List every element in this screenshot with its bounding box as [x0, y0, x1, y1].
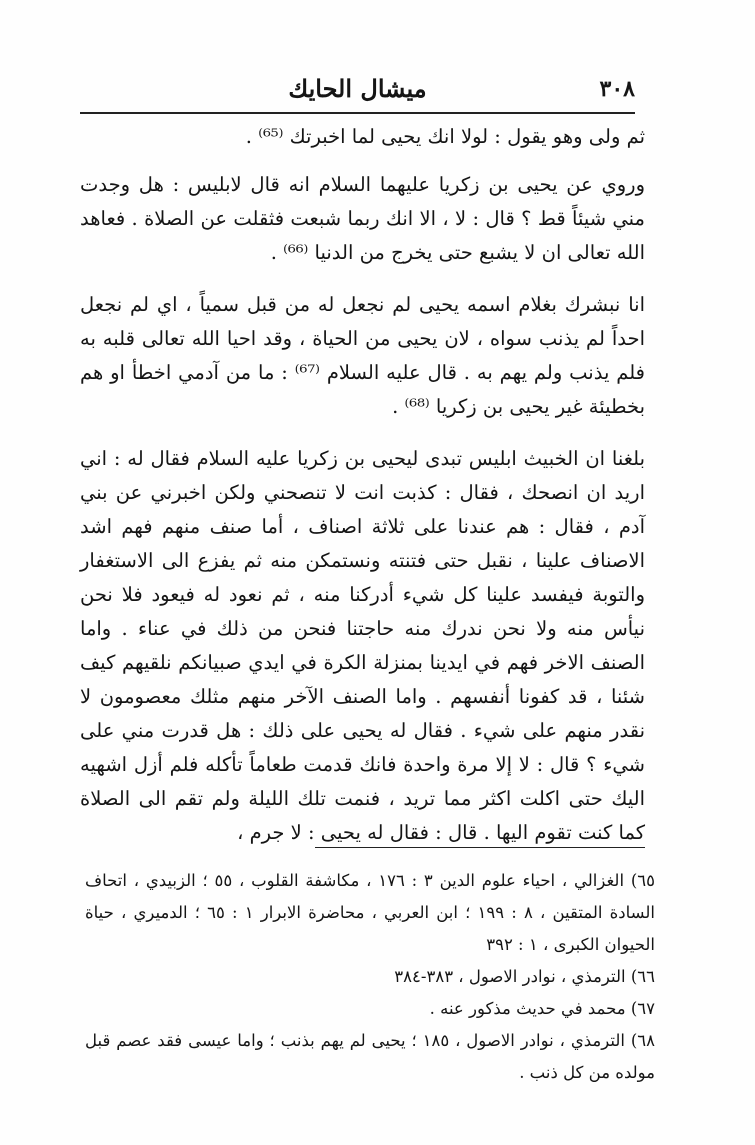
footnote: ٦٧) محمد في حديث مذكور عنه . — [429, 999, 655, 1018]
paragraph: وروي عن يحيى بن زكريا عليهما السلام انه قال لابليس : هل وجدت مني شيئاً قط ؟ قال : لا ، الا انك ربما شبعت فثقلت عن الصلاة . فعاهد الله تعالى ان لا يشبع حتى يخرج من الدنيا ⁽⁶⁶⁾ . — [80, 173, 645, 264]
footnote-divider — [315, 847, 645, 848]
footnotes — [85, 865, 655, 1089]
footnote: ٦٥) الغزالي ، احياء علوم الدين ٣ : ١٧٦ ، مكاشفة القلوب ، ٥٥ ؛ الزبيدي ، اتحاف السادة المتقين ، ٨ : ١٩٩ ؛ ابن العربي ، محاضرة الابرار ١ : ٦٥ ؛ الدميري ، حياة الحيوان الكبرى ، ١ : ٣٩٢ — [85, 871, 655, 954]
running-title: ميشال الحايك — [288, 74, 427, 103]
footnote: ٦٦) الترمذي ، نوادر الاصول ، ٣٨٣-٣٨٤ — [394, 967, 655, 986]
footnote: ٦٨) الترمذي ، نوادر الاصول ، ١٨٥ ؛ يحيى لم يهم بذنب ؛ واما عيسى فقد عصم قبل مولده من كل ذنب . — [85, 1031, 656, 1082]
paragraph: ثم ولى وهو يقول : لولا انك يحيى لما اخبرتك ⁽⁶⁵⁾ . — [245, 125, 645, 148]
page-header — [80, 72, 635, 114]
paragraph: انا نبشرك بغلام اسمه يحيى لم نجعل له من قبل سمياً ، اي لم نجعل احداً لم يذنب سواه ، لان يحيى من الحياة ، وقد احيا الله تعالى قلبه به فلم يذنب ولم يهم به . قال عليه السلام ⁽⁶⁷⁾ : ما من آدمي اخطأ او هم بخطيئة غير يحيى بن زكريا ⁽⁶⁸⁾ . — [80, 293, 646, 418]
main-text — [80, 120, 645, 868]
paragraph: بلغنا ان الخبيث ابليس تبدى ليحيى بن زكريا عليه السلام فقال له : اني اريد ان انصحك ، فقال : كذبت انت لا تنصحني ولكن اخبرني عن بني آدم ، فقال : هم عندنا على ثلاثة اصناف ، أما صنف منهم فهم اشد الاصناف علينا ، نقبل حتى فتنته ونستمكن منه ثم يفزع الى الاستغفار والتوبة فيفسد علينا كل شيء أدركنا منه ، ثم نعود له فيعود فلا نحن نيأس منه ولا نحن ندرك منه حاجتنا فنحن من ذلك في عناء . واما الصنف الاخر فهم في ايدينا بمنزلة الكرة في ايدي صبيانكم نلقيهم كيف شئنا ، قد كفونا أنفسهم . واما الصنف الآخر منهم مثلك معصومون لا نقدر منهم على شيء . فقال له يحيى على ذلك : هل قدرت مني على شيء ؟ قال : لا إلا مرة واحدة فانك قدمت طعاماً تأكله فلم أزل اشهيه اليك حتى اكلت اكثر مما تريد ، فنمت تلك الليلة ولم تقم الى الصلاة كما كنت تقوم اليها . قال : فقال له يحيى : لا جرم ، — [80, 447, 645, 844]
page-number: ٣٠٨ — [599, 76, 635, 102]
